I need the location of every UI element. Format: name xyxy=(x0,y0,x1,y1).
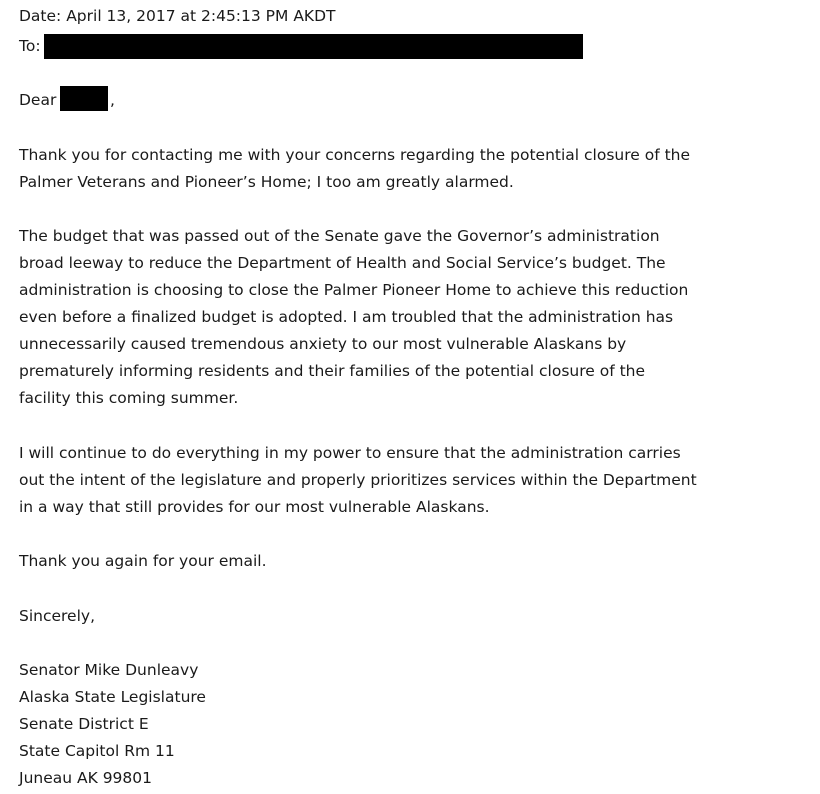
paragraph-2-line-6: prematurely informing residents and their families of the potential closure of the xyxy=(19,362,646,380)
paragraph-2-line-7: facility this coming summer. xyxy=(19,389,239,407)
greeting-comma: , xyxy=(110,91,115,109)
greeting-dear: Dear xyxy=(19,91,57,109)
paragraph-3-line-1: I will continue to do everything in my power to ensure that the administration carries xyxy=(19,444,681,462)
paragraph-2-line-4: even before a finalized budget is adopted. I am troubled that the administration has xyxy=(19,308,674,326)
signature-district: Senate District E xyxy=(19,715,149,733)
signature-organization: Alaska State Legislature xyxy=(19,688,206,706)
redacted-recipient-block xyxy=(44,34,583,59)
signature-office: State Capitol Rm 11 xyxy=(19,742,175,760)
paragraph-1-line-2: Palmer Veterans and Pioneer’s Home; I too am greatly alarmed. xyxy=(19,173,514,191)
paragraph-3-line-3: in a way that still provides for our most vulnerable Alaskans. xyxy=(19,498,490,516)
paragraph-2-line-1: The budget that was passed out of the Senate gave the Governor’s administration xyxy=(19,227,660,245)
closing-sincerely: Sincerely, xyxy=(19,607,96,625)
paragraph-2-line-3: administration is choosing to close the Palmer Pioneer Home to achieve this reduction xyxy=(19,281,689,299)
paragraph-1-line-1: Thank you for contacting me with your concerns regarding the potential closure of the xyxy=(19,146,691,164)
redacted-name-block xyxy=(60,86,108,111)
signature-name: Senator Mike Dunleavy xyxy=(19,661,199,679)
signature-city: Juneau AK 99801 xyxy=(19,769,153,787)
email-to-label: To: xyxy=(19,37,41,55)
paragraph-2-line-5: unnecessarily caused tremendous anxiety to our most vulnerable Alaskans by xyxy=(19,335,627,353)
paragraph-4: Thank you again for your email. xyxy=(19,552,267,570)
paragraph-3-line-2: out the intent of the legislature and properly prioritizes services within the Department xyxy=(19,471,697,489)
paragraph-2-line-2: broad leeway to reduce the Department of Health and Social Service’s budget. The xyxy=(19,254,666,272)
email-date: Date: April 13, 2017 at 2:45:13 PM AKDT xyxy=(19,7,336,25)
